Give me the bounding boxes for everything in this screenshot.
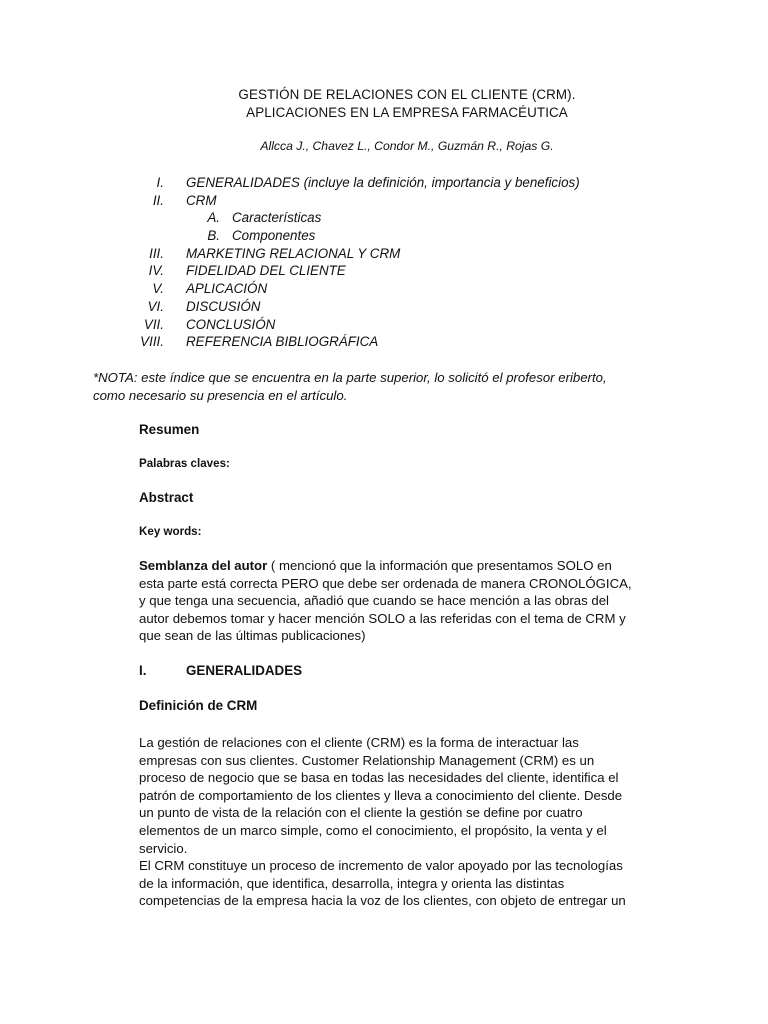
- toc-item-number: IV.: [148, 263, 164, 279]
- toc-item-label: CRM: [186, 192, 217, 208]
- toc-item: [0, 262, 768, 280]
- body-line: elementos de un marco simple, como el conocimiento, el propósito, la venta y el: [139, 822, 607, 838]
- resumen-heading: Resumen: [139, 422, 200, 437]
- toc-subitem: [0, 227, 768, 245]
- body-line: competencias de la empresa hacia la voz de los clientes, con objeto de entregar un: [139, 893, 626, 909]
- toc-item-label: MARKETING RELACIONAL Y CRM: [186, 245, 401, 261]
- toc-item: [0, 245, 768, 263]
- toc-item-label: GENERALIDADES (incluye la definición, importancia y beneficios): [186, 175, 580, 190]
- body-line: patrón de comportamiento de los clientes y lleva a conocimiento del cliente. Desde: [139, 787, 623, 803]
- semblanza-line: y que tenga una secuencia, añadió que cuando se hace mención a las obras del: [139, 593, 609, 609]
- toc-item: [0, 333, 768, 351]
- section-heading-generalidades: GENERALIDADES: [186, 663, 303, 678]
- body-line: proceso de negocio que se basa en todas las necesidades del cliente, identifica el: [139, 770, 619, 786]
- toc-subitem-letter: B.: [207, 228, 220, 244]
- semblanza-heading: Semblanza del autor: [139, 558, 268, 573]
- toc-subitem-label: Características: [232, 210, 322, 226]
- toc-item-number: III.: [149, 245, 164, 261]
- note-line-1: *NOTA: este índice que se encuentra en la parte superior, lo solicitó el profesor eriberto,: [93, 370, 607, 385]
- body-line: La gestión de relaciones con el cliente (CRM) es la forma de interactuar las: [139, 735, 579, 750]
- body-line: empresas con sus clientes. Customer Relationship Management (CRM) es un: [139, 752, 595, 768]
- toc-item-label: REFERENCIA BIBLIOGRÁFICA: [186, 334, 379, 350]
- toc-item-label: FIDELIDAD DEL CLIENTE: [186, 263, 346, 279]
- palabras-claves-heading: Palabras claves:: [139, 457, 230, 470]
- toc-item-number: I.: [156, 175, 164, 190]
- toc-item-number: II.: [152, 192, 164, 208]
- title-line-1: GESTIÓN DE RELACIONES CON EL CLIENTE (CRM).: [238, 87, 576, 102]
- semblanza-line: esta parte está correcta PERO que debe ser ordenada de manera CRONOLÓGICA,: [139, 575, 632, 591]
- toc-subitem: [0, 209, 768, 227]
- toc-item-number: V.: [152, 281, 164, 297]
- definicion-heading: Definición de CRM: [139, 698, 258, 713]
- toc-item: [0, 174, 768, 192]
- toc-item-label: DISCUSIÓN: [186, 298, 261, 314]
- semblanza-paragraph: [139, 557, 679, 645]
- authors: Allcca J., Chavez L., Condor M., Guzmán R., Rojas G.: [260, 139, 554, 153]
- toc-subitem-label: Componentes: [232, 228, 316, 244]
- semblanza-line: autor debemos tomar y hacer mención SOLO a las referidas con el tema de CRM y: [139, 610, 626, 626]
- body-line: servicio.: [139, 840, 188, 856]
- body-line: El CRM constituye un proceso de incremento de valor apoyado por las tecnologías: [139, 858, 623, 874]
- semblanza-text: ( mencionó que la información que presentamos SOLO en: [267, 558, 612, 573]
- toc-item-number: VIII.: [140, 334, 164, 350]
- title-line-2: APLICACIONES EN LA EMPRESA FARMACÉUTICA: [246, 105, 568, 120]
- body-line: un punto de vista de la relación con el cliente la gestión se define por cuatro: [139, 805, 583, 821]
- note-line-2: como necesario su presencia en el artículo.: [93, 388, 348, 403]
- toc-item-number: VI.: [147, 298, 164, 314]
- document-title: [0, 86, 768, 122]
- toc-item: [0, 298, 768, 316]
- table-of-contents: [0, 174, 768, 351]
- toc-item: [0, 280, 768, 298]
- professor-note: [93, 369, 693, 405]
- body-line: de la información, que identifica, desarrolla, integra y orienta las distintas: [139, 875, 565, 891]
- key-words-heading: Key words:: [139, 525, 202, 538]
- semblanza-line: [139, 557, 679, 575]
- definicion-paragraph: [139, 734, 679, 910]
- toc-subitem-letter: A.: [207, 210, 220, 226]
- toc-item-number: VII.: [143, 316, 164, 332]
- section-number: I.: [139, 663, 147, 678]
- semblanza-line: que sean de las últimas publicaciones): [139, 628, 366, 644]
- toc-item-label: CONCLUSIÓN: [186, 316, 276, 332]
- toc-item-label: APLICACIÓN: [186, 281, 268, 297]
- toc-item: [0, 316, 768, 334]
- abstract-heading: Abstract: [139, 490, 194, 505]
- toc-item: [0, 192, 768, 210]
